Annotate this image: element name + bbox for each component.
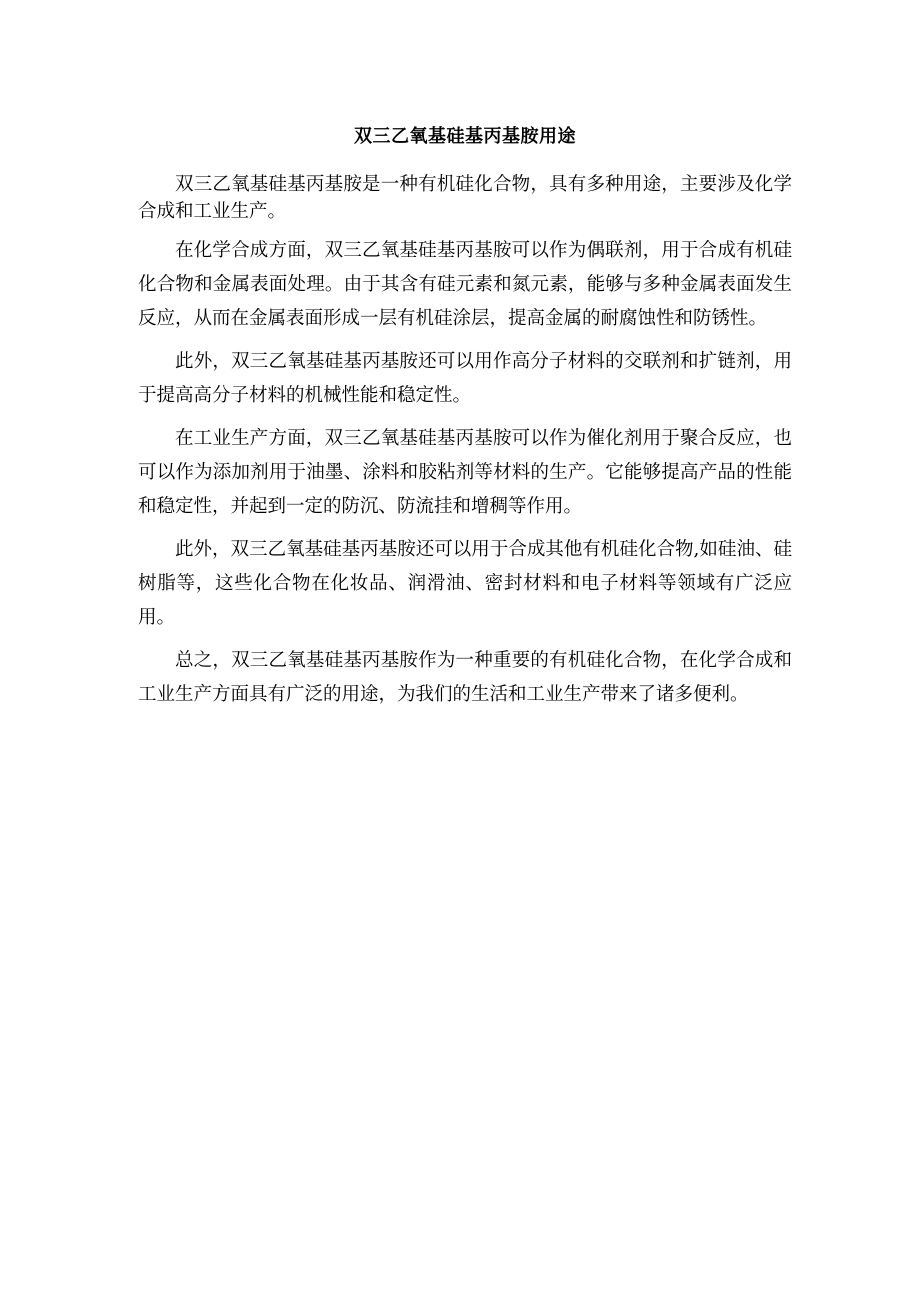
document-title: 双三乙氧基硅基丙基胺用途: [354, 126, 576, 147]
document-page: [138, 123, 792, 721]
paragraph-conclusion: 总之，双三乙氧基硅基丙基胺作为一种重要的有机硅化合物，在化学合成和工业生产方面具有广泛的用途，为我们的生活和工业生产带来了诸多便利。: [138, 650, 792, 705]
paragraph-other-compounds: 此外，双三乙氧基硅基丙基胺还可以用于合成其他有机硅化合物,如硅油、硅树脂等，这些化合物在化妆品、润滑油、密封材料和电子材料等领域有广泛应用。: [138, 539, 792, 628]
paragraph-crosslinker: 此外，双三乙氧基硅基丙基胺还可以用作高分子材料的交联剂和扩链剂，用于提高高分子材料的机械性能和稳定性。: [138, 351, 792, 406]
paragraph-industrial-production: 在工业生产方面，双三乙氧基硅基丙基胺可以作为催化剂用于聚合反应，也可以作为添加剂用于油墨、涂料和胶粘剂等材料的生产。它能够提高产品的性能和稳定性，并起到一定的防沉、防流挂和增稠等作用。: [138, 428, 792, 517]
paragraph-intro: 双三乙氧基硅基丙基胺是一种有机硅化合物，具有多种用途，主要涉及化学合成和工业生产。: [138, 174, 792, 222]
paragraph-chemical-synthesis: 在化学合成方面，双三乙氧基硅基丙基胺可以作为偶联剂，用于合成有机硅化合物和金属表面处理。由于其含有硅元素和氮元素，能够与多种金属表面发生反应，从而在金属表面形成一层有机硅涂层，提高金属的耐腐蚀性和防锈性。: [138, 240, 792, 329]
